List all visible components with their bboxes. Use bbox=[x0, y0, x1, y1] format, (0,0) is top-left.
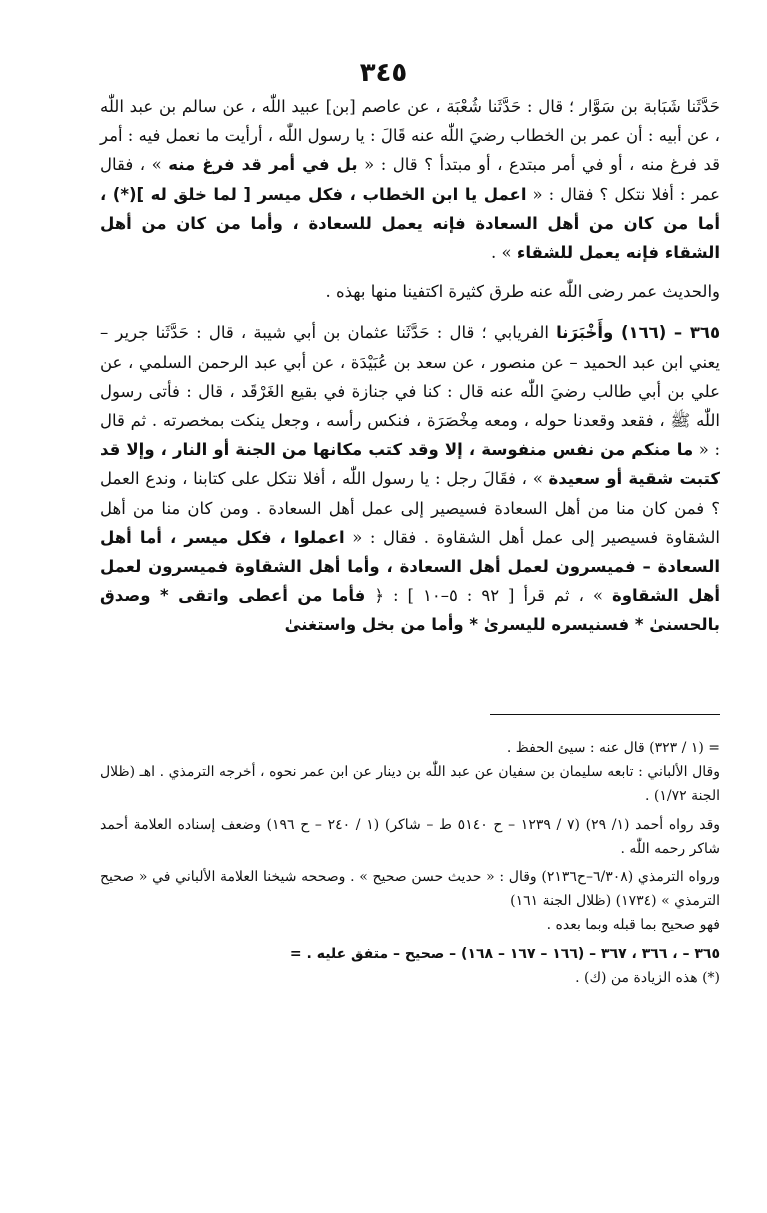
main-text bbox=[100, 92, 720, 640]
footnote: وقال الألباني : تابعه سليمان بن سفيان عن عبد اللّٰه بن دينار عن ابن عمر نحوه ، أخرجه الترمذي . اهـ (ظلال الجنة ١/٧٢) . bbox=[100, 764, 720, 805]
footnotes bbox=[100, 736, 720, 990]
paragraph-hadith-ali bbox=[100, 318, 720, 639]
footnote: فهو صحيح بما قبله وبما بعده . bbox=[546, 917, 720, 934]
paragraph-hadith-umar bbox=[100, 92, 720, 267]
bold-quote: بل في أمر قد فرغ منه bbox=[168, 155, 358, 175]
footnote: ورواه الترمذي (٦/٣٠٨–ح٢١٣٦) وقال : « حديث حسن صحيح » . وصححه شيخنا العلامة الألباني في « صحيح الترمذي » (١٧٣٤) (ظلال الجنة ١٦١) bbox=[100, 869, 720, 910]
footnote-marker-note: (*) هذه الزيادة من (ك) . bbox=[575, 969, 720, 986]
bold-quote: ما منكم من نفس منفوسة ، إلا وقد كتب مكانها من الجنة أو النار ، وإلا قد كتبت شقية أو سعيدة bbox=[100, 440, 720, 489]
text-run: والحديث عمر رضى اللّٰه عنه طرق كثيرة اكتفينا منها بهذه . bbox=[325, 282, 720, 302]
footnote: وقد رواه أحمد (١/ ٢٩) (٧ / ١٢٣٩ – ح ٥١٤٠ ط – شاكر) (١ / ٢٤٠ – ح ١٩٦) وضعف إسناده العلامة أحمد شاكر رحمه اللّٰه . bbox=[100, 816, 721, 857]
text-run: الفريابي ؛ قال : حَدَّثَنا عثمان بن أبي شيبة ، قال : حَدَّثَنا جرير – يعني ابن عبد الحميد – عن منصور ، عن سعد بن عُبَيْدَة ، عن أبي عبد الرحمن السلمي ، عن علي بن أبي طالب رضيَ اللّٰه عنه قال : كنا في جنازة في بقيع الغَرْقَد ، قال : فأتى رسول اللّٰه ﷺ ، فقعد وقعدنا حوله ، ومعه مِخْصَرَة ، فنكس رأسه ، وجعل ينكت بمخصرته . ثم قال : « bbox=[100, 323, 720, 460]
text-run: » ، ثم قرأ [ ٩٢ : ٥–١٠ ] : ﴿ bbox=[374, 586, 603, 606]
bold-quote: اعمل يا ابن الخطاب ، فكل ميسر [ لما خلق له ](*) ، أما من كان من أهل السعادة فإنه يعمل للسعادة ، وأما من كان من أهل الشقاء فإنه يعمل للشقاء bbox=[100, 184, 720, 263]
page-number: ٣٤٥ bbox=[359, 58, 408, 88]
bold-quran-verse: فأما من أعطى واتقى * وصدق بالحسنىٰ * فسنيسره لليسرىٰ * وأما من بخل واستغنىٰ bbox=[100, 586, 720, 635]
text-run: » . bbox=[491, 243, 512, 263]
text-line: عبد اللّٰه ، عن أبيه : أن عمر بن الخطاب رضيَ اللّٰه عنه قَالَ : يا رسول اللّٰه ، أرأيت ما bbox=[100, 97, 721, 146]
footnote-takhrij: ٣٦٥ – ، ٣٦٦ ، ٣٦٧ – (١٦٦ – ١٦٧ – ١٦٨) – صحيح – متفق عليه . = bbox=[289, 945, 720, 962]
text-line: نعمل فيه : أمر قد فرغ منه ، أو في أمر مبتدع ، أو مبتدأ ؟ قال : « bbox=[100, 126, 720, 175]
hadith-number: ٣٦٥ – (١٦٦) وأَخْبَرَنا bbox=[556, 323, 721, 343]
text-line: حَدَّثَنا شَبَابة بن سَوَّار ؛ قال : حَدَّثَنا شُعْبَة ، عن عاصم [بن] عبيد اللّٰه ، عن سالم بن bbox=[158, 97, 720, 116]
footnote-divider bbox=[490, 714, 720, 715]
paragraph-note-turuq bbox=[100, 277, 720, 306]
footnote: = (١ / ٣٢٣) قال عنه : سيئ الحفظ . bbox=[506, 740, 720, 756]
text-run: » ، فقَالَ رجل : يا رسول اللّٰه ، أفلا نتكل على كتابنا ، وندع العمل ؟ فمن كان منا من أهل السعادة فسيصير إلى عمل أهل السعادة . ومن كان منا من أهل الشقاوة فسيصير إلى عمل أهل الشقاوة . فقال : « bbox=[100, 469, 720, 547]
bold-quote: اعملوا ، فكل ميسر ، أما أهل السعادة – فميسرون لعمل أهل السعادة ، وأما أهل الشقاوة فميسرون لعمل أهل الشقاوة bbox=[100, 527, 720, 606]
text-run: » ، فقال عمر : أفلا نتكل ؟ فقال : « bbox=[100, 155, 721, 204]
